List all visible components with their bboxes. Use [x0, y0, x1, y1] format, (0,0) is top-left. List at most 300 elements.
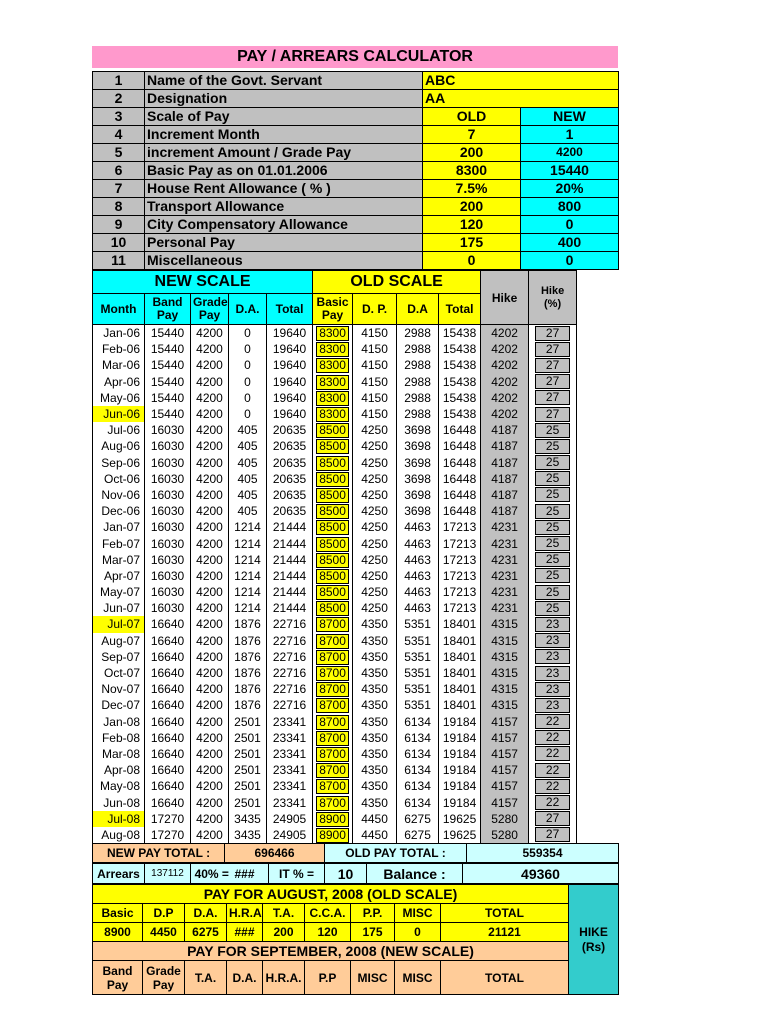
basic-pay-value: 8500 — [316, 569, 349, 584]
basic-pay-value: 8300 — [316, 391, 349, 406]
cell-hike-percent — [529, 487, 577, 503]
cell-hike: 4315 — [481, 697, 529, 713]
cell-hike: 4202 — [481, 325, 529, 342]
cell-da-old: 4463 — [397, 552, 439, 568]
cell-band-pay: 16030 — [145, 503, 191, 519]
cell-hike: 4187 — [481, 487, 529, 503]
aug-pay-value: 21121 — [441, 923, 569, 942]
cell-da-old: 4463 — [397, 519, 439, 535]
basic-pay-value: 8500 — [316, 585, 349, 600]
cell-month: Apr-07 — [93, 568, 145, 584]
aug-pay-header: D.P — [143, 904, 185, 923]
month-header: Month — [93, 294, 145, 325]
info-label: increment Amount / Grade Pay — [145, 144, 423, 162]
cell-band-pay: 15440 — [145, 341, 191, 357]
cell-hike: 4231 — [481, 535, 529, 551]
arrears-table — [92, 863, 619, 884]
cell-month: Dec-06 — [93, 503, 145, 519]
info-number: 5 — [93, 144, 145, 162]
cell-band-pay: 16640 — [145, 714, 191, 730]
cell-hike: 4202 — [481, 341, 529, 357]
aug-pay-value: 175 — [351, 923, 395, 942]
cell-total-new: 23341 — [267, 730, 313, 746]
cell-total-old: 15438 — [439, 374, 481, 390]
cell-grade-pay: 4200 — [191, 827, 229, 843]
table-row — [93, 519, 619, 535]
info-row — [93, 90, 619, 108]
cell-hike-percent — [529, 503, 577, 519]
cell-basic-pay — [313, 341, 353, 357]
cell-basic-pay — [313, 794, 353, 810]
sep-pay-header: P.P — [305, 961, 351, 995]
cell-band-pay: 16030 — [145, 600, 191, 616]
info-row — [93, 180, 619, 198]
cell-da-new: 1214 — [229, 568, 267, 584]
info-number: 9 — [93, 216, 145, 234]
cell-month: May-08 — [93, 778, 145, 794]
cell-dp: 4350 — [353, 714, 397, 730]
cell-total-old: 16448 — [439, 503, 481, 519]
cell-band-pay: 16640 — [145, 616, 191, 632]
cell-total-new: 19640 — [267, 357, 313, 373]
basic-pay-value: 8300 — [316, 358, 349, 373]
cell-month: Sep-07 — [93, 649, 145, 665]
table-row — [93, 714, 619, 730]
hike-percent-value: 27 — [535, 827, 570, 842]
cell-da-old: 4463 — [397, 568, 439, 584]
cell-grade-pay: 4200 — [191, 406, 229, 422]
table-row — [93, 438, 619, 454]
cell-hike-percent — [529, 438, 577, 454]
cell-hike: 4231 — [481, 584, 529, 600]
cell-hike: 5280 — [481, 827, 529, 843]
band-pay-header: Band Pay — [145, 294, 191, 325]
cell-band-pay: 16030 — [145, 519, 191, 535]
hike-percent-value: 22 — [535, 779, 570, 794]
cell-grade-pay: 4200 — [191, 535, 229, 551]
grade-pay-header: Grade Pay — [191, 294, 229, 325]
table-row — [93, 827, 619, 843]
cell-month: Mar-08 — [93, 746, 145, 762]
info-old-value: 200 — [423, 198, 521, 216]
cell-basic-pay — [313, 487, 353, 503]
cell-basic-pay — [313, 665, 353, 681]
cell-da-new: 1214 — [229, 584, 267, 600]
cell-hike: 5280 — [481, 811, 529, 827]
cell-band-pay: 16030 — [145, 535, 191, 551]
hike-percent-value: 22 — [535, 730, 570, 745]
cell-da-old: 5351 — [397, 633, 439, 649]
cell-hike: 4157 — [481, 730, 529, 746]
hike-percent-value: 25 — [535, 487, 570, 502]
cell-basic-pay — [313, 714, 353, 730]
basic-pay-value: 8700 — [316, 747, 349, 762]
cell-hike-percent — [529, 762, 577, 778]
cell-basic-pay — [313, 438, 353, 454]
cell-total-new: 21444 — [267, 568, 313, 584]
cell-band-pay: 16640 — [145, 730, 191, 746]
cell-total-new: 21444 — [267, 552, 313, 568]
cell-grade-pay: 4200 — [191, 519, 229, 535]
cell-total-new: 22716 — [267, 665, 313, 681]
cell-grade-pay: 4200 — [191, 584, 229, 600]
hike-percent-value: 25 — [535, 439, 570, 454]
cell-da-new: 405 — [229, 503, 267, 519]
cell-da-new: 2501 — [229, 778, 267, 794]
cell-basic-pay — [313, 357, 353, 373]
cell-band-pay: 16640 — [145, 633, 191, 649]
cell-dp: 4250 — [353, 568, 397, 584]
cell-da-new: 405 — [229, 438, 267, 454]
cell-da-new: 405 — [229, 487, 267, 503]
basic-pay-value: 8300 — [316, 375, 349, 390]
info-old-value: 0 — [423, 252, 521, 270]
basic-pay-value: 8700 — [316, 666, 349, 681]
table-row — [93, 811, 619, 827]
cell-total-new: 20635 — [267, 455, 313, 471]
info-old-value: OLD — [423, 108, 521, 126]
cell-basic-pay — [313, 325, 353, 342]
cell-band-pay: 16640 — [145, 778, 191, 794]
cell-hike-percent — [529, 406, 577, 422]
cell-basic-pay — [313, 535, 353, 551]
cell-hike: 4157 — [481, 714, 529, 730]
cell-total-new: 23341 — [267, 714, 313, 730]
cell-band-pay: 16640 — [145, 762, 191, 778]
info-new-value: 4200 — [521, 144, 619, 162]
cell-total-old: 19184 — [439, 794, 481, 810]
info-row — [93, 72, 619, 90]
cell-month: Jun-08 — [93, 794, 145, 810]
old-scale-header: OLD SCALE — [313, 271, 481, 294]
cell-da-new: 2501 — [229, 746, 267, 762]
cell-hike: 4315 — [481, 633, 529, 649]
cell-dp: 4250 — [353, 438, 397, 454]
cell-month: Nov-07 — [93, 681, 145, 697]
cell-total-new: 22716 — [267, 633, 313, 649]
cell-dp: 4250 — [353, 584, 397, 600]
hike-percent-value: 22 — [535, 746, 570, 761]
aug-pay-header: Basic — [93, 904, 143, 923]
cell-band-pay: 16030 — [145, 438, 191, 454]
cell-month: Jul-07 — [93, 616, 145, 632]
cell-da-old: 6275 — [397, 811, 439, 827]
cell-month: Mar-06 — [93, 357, 145, 373]
basic-pay-value: 8700 — [316, 731, 349, 746]
cell-hike-percent — [529, 357, 577, 373]
cell-da-new: 1876 — [229, 633, 267, 649]
info-new-value: 15440 — [521, 162, 619, 180]
cell-total-old: 19625 — [439, 827, 481, 843]
basic-pay-value: 8500 — [316, 488, 349, 503]
cell-month: Nov-06 — [93, 487, 145, 503]
arrears-percent-value: ### — [233, 864, 269, 884]
cell-hike-percent — [529, 519, 577, 535]
cell-grade-pay: 4200 — [191, 730, 229, 746]
cell-dp: 4250 — [353, 422, 397, 438]
cell-hike: 4187 — [481, 455, 529, 471]
cell-band-pay: 16640 — [145, 794, 191, 810]
cell-basic-pay — [313, 471, 353, 487]
table-row — [93, 730, 619, 746]
cell-da-new: 0 — [229, 390, 267, 406]
hike-percent-value: 25 — [535, 520, 570, 535]
cell-hike-percent — [529, 616, 577, 632]
cell-da-old: 5351 — [397, 697, 439, 713]
aug-pay-value: 0 — [395, 923, 441, 942]
cell-band-pay: 16640 — [145, 697, 191, 713]
cell-month: Aug-06 — [93, 438, 145, 454]
info-number: 2 — [93, 90, 145, 108]
cell-hike: 4157 — [481, 762, 529, 778]
cell-month: Dec-07 — [93, 697, 145, 713]
cell-band-pay: 15440 — [145, 357, 191, 373]
cell-month: Mar-07 — [93, 552, 145, 568]
cell-hike-percent — [529, 633, 577, 649]
basic-pay-value: 8300 — [316, 342, 349, 357]
cell-total-old: 17213 — [439, 568, 481, 584]
cell-dp: 4450 — [353, 827, 397, 843]
cell-total-new: 21444 — [267, 535, 313, 551]
cell-grade-pay: 4200 — [191, 552, 229, 568]
cell-total-new: 19640 — [267, 406, 313, 422]
totals-table — [92, 843, 619, 863]
cell-month: Oct-06 — [93, 471, 145, 487]
cell-dp: 4250 — [353, 535, 397, 551]
cell-hike-percent — [529, 422, 577, 438]
basic-pay-value: 8700 — [316, 617, 349, 632]
cell-grade-pay: 4200 — [191, 714, 229, 730]
da-old-header: D.A — [397, 294, 439, 325]
cell-band-pay: 16640 — [145, 746, 191, 762]
basic-pay-value: 8500 — [316, 472, 349, 487]
cell-hike: 4231 — [481, 519, 529, 535]
cell-da-new: 0 — [229, 341, 267, 357]
info-label: Designation — [145, 90, 423, 108]
hike-percent-value: 23 — [535, 666, 570, 681]
cell-da-old: 5351 — [397, 665, 439, 681]
table-row — [93, 455, 619, 471]
cell-da-old: 2988 — [397, 357, 439, 373]
info-number: 3 — [93, 108, 145, 126]
hike-percent-value: 23 — [535, 649, 570, 664]
cell-hike-percent — [529, 535, 577, 551]
basic-pay-value: 8700 — [316, 634, 349, 649]
cell-hike-percent — [529, 552, 577, 568]
cell-month: Jul-06 — [93, 422, 145, 438]
cell-month: Jan-06 — [93, 325, 145, 342]
cell-hike: 4187 — [481, 422, 529, 438]
cell-total-new: 23341 — [267, 778, 313, 794]
cell-grade-pay: 4200 — [191, 341, 229, 357]
cell-band-pay: 16030 — [145, 487, 191, 503]
cell-grade-pay: 4200 — [191, 746, 229, 762]
cell-hike: 4187 — [481, 471, 529, 487]
info-old-value: 7.5% — [423, 180, 521, 198]
cell-band-pay: 16030 — [145, 584, 191, 600]
basic-pay-value: 8700 — [316, 682, 349, 697]
info-row — [93, 216, 619, 234]
cell-da-old: 6134 — [397, 762, 439, 778]
cell-da-old: 4463 — [397, 535, 439, 551]
info-label: Name of the Govt. Servant — [145, 72, 423, 90]
cell-month: Apr-08 — [93, 762, 145, 778]
calculator-table — [92, 46, 618, 68]
info-new-value: NEW — [521, 108, 619, 126]
info-label: Personal Pay — [145, 234, 423, 252]
cell-da-old: 4463 — [397, 600, 439, 616]
basic-pay-value: 8300 — [316, 407, 349, 422]
cell-grade-pay: 4200 — [191, 503, 229, 519]
table-row — [93, 762, 619, 778]
cell-basic-pay — [313, 746, 353, 762]
cell-basic-pay — [313, 552, 353, 568]
cell-band-pay: 16640 — [145, 665, 191, 681]
table-row — [93, 341, 619, 357]
cell-total-old: 17213 — [439, 584, 481, 600]
cell-hike-percent — [529, 649, 577, 665]
cell-dp: 4350 — [353, 778, 397, 794]
info-new-value: 0 — [521, 216, 619, 234]
cell-da-old: 2988 — [397, 341, 439, 357]
cell-grade-pay: 4200 — [191, 681, 229, 697]
cell-hike-percent — [529, 390, 577, 406]
aug-pay-header: P.P. — [351, 904, 395, 923]
cell-hike-percent — [529, 730, 577, 746]
cell-basic-pay — [313, 374, 353, 390]
cell-total-old: 15438 — [439, 341, 481, 357]
basic-pay-value: 8700 — [316, 763, 349, 778]
hike-percent-value: 25 — [535, 552, 570, 567]
info-row — [93, 234, 619, 252]
cell-total-old: 18401 — [439, 649, 481, 665]
aug-pay-value: 4450 — [143, 923, 185, 942]
hike-percent-value: 25 — [535, 455, 570, 470]
cell-dp: 4150 — [353, 406, 397, 422]
total-new-header: Total — [267, 294, 313, 325]
balance-value: 49360 — [463, 864, 619, 884]
hike-percent-value: 22 — [535, 763, 570, 778]
hike-percent-value: 25 — [535, 568, 570, 583]
cell-basic-pay — [313, 633, 353, 649]
cell-band-pay: 15440 — [145, 374, 191, 390]
info-old-value: 175 — [423, 234, 521, 252]
cell-hike-percent — [529, 681, 577, 697]
sep-pay-header: Grade Pay — [143, 961, 185, 995]
cell-total-new: 20635 — [267, 487, 313, 503]
cell-da-new: 1876 — [229, 681, 267, 697]
cell-da-old: 3698 — [397, 471, 439, 487]
info-number: 11 — [93, 252, 145, 270]
info-number: 4 — [93, 126, 145, 144]
cell-basic-pay — [313, 503, 353, 519]
info-label: Transport Allowance — [145, 198, 423, 216]
cell-dp: 4350 — [353, 762, 397, 778]
cell-month: Jun-06 — [93, 406, 145, 422]
info-row — [93, 108, 619, 126]
cell-hike-percent — [529, 714, 577, 730]
cell-dp: 4350 — [353, 616, 397, 632]
aug-pay-header: T.A. — [263, 904, 305, 923]
cell-basic-pay — [313, 827, 353, 843]
cell-dp: 4250 — [353, 519, 397, 535]
old-pay-total-value: 559354 — [467, 844, 619, 863]
cell-hike-percent — [529, 455, 577, 471]
cell-dp: 4350 — [353, 730, 397, 746]
cell-basic-pay — [313, 778, 353, 794]
cell-da-new: 1876 — [229, 616, 267, 632]
cell-da-new: 0 — [229, 325, 267, 342]
arrears-label: Arrears — [93, 864, 145, 884]
cell-da-new: 2501 — [229, 794, 267, 810]
cell-grade-pay: 4200 — [191, 762, 229, 778]
cell-month: Jul-08 — [93, 811, 145, 827]
hike-percent-value: 25 — [535, 536, 570, 551]
cell-total-new: 22716 — [267, 616, 313, 632]
table-row — [93, 390, 619, 406]
cell-band-pay: 16640 — [145, 681, 191, 697]
cell-band-pay: 15440 — [145, 325, 191, 342]
cell-da-new: 2501 — [229, 730, 267, 746]
cell-total-old: 18401 — [439, 681, 481, 697]
cell-total-old: 18401 — [439, 633, 481, 649]
cell-grade-pay: 4200 — [191, 600, 229, 616]
info-label: City Compensatory Allowance — [145, 216, 423, 234]
hike-percent-value: 25 — [535, 471, 570, 486]
cell-grade-pay: 4200 — [191, 357, 229, 373]
pay-slips-table — [92, 884, 619, 995]
info-number: 1 — [93, 72, 145, 90]
cell-total-new: 22716 — [267, 649, 313, 665]
cell-basic-pay — [313, 730, 353, 746]
cell-dp: 4350 — [353, 649, 397, 665]
cell-basic-pay — [313, 568, 353, 584]
cell-total-old: 19184 — [439, 762, 481, 778]
table-row — [93, 746, 619, 762]
aug-pay-value: ### — [227, 923, 263, 942]
table-row — [93, 616, 619, 632]
balance-label: Balance : — [367, 864, 463, 884]
cell-da-new: 0 — [229, 406, 267, 422]
cell-month: Feb-06 — [93, 341, 145, 357]
cell-hike-percent — [529, 584, 577, 600]
aug-pay-header: MISC — [395, 904, 441, 923]
hike-percent-value: 27 — [535, 811, 570, 826]
basic-pay-header: Basic Pay — [313, 294, 353, 325]
cell-basic-pay — [313, 519, 353, 535]
cell-hike-percent — [529, 794, 577, 810]
monthly-table — [92, 270, 619, 843]
cell-da-old: 3698 — [397, 438, 439, 454]
cell-month: Aug-08 — [93, 827, 145, 843]
info-old-value: 8300 — [423, 162, 521, 180]
cell-da-new: 1214 — [229, 600, 267, 616]
basic-pay-value: 8500 — [316, 553, 349, 568]
cell-band-pay: 16640 — [145, 649, 191, 665]
hike-percent-value: 23 — [535, 698, 570, 713]
new-scale-header: NEW SCALE — [93, 271, 313, 294]
table-row — [93, 374, 619, 390]
cell-total-new: 23341 — [267, 794, 313, 810]
cell-basic-pay — [313, 600, 353, 616]
cell-da-new: 1876 — [229, 697, 267, 713]
table-row — [93, 633, 619, 649]
cell-basic-pay — [313, 649, 353, 665]
table-row — [93, 681, 619, 697]
sep-pay-header: T.A. — [185, 961, 227, 995]
basic-pay-value: 8500 — [316, 423, 349, 438]
cell-band-pay: 16030 — [145, 455, 191, 471]
